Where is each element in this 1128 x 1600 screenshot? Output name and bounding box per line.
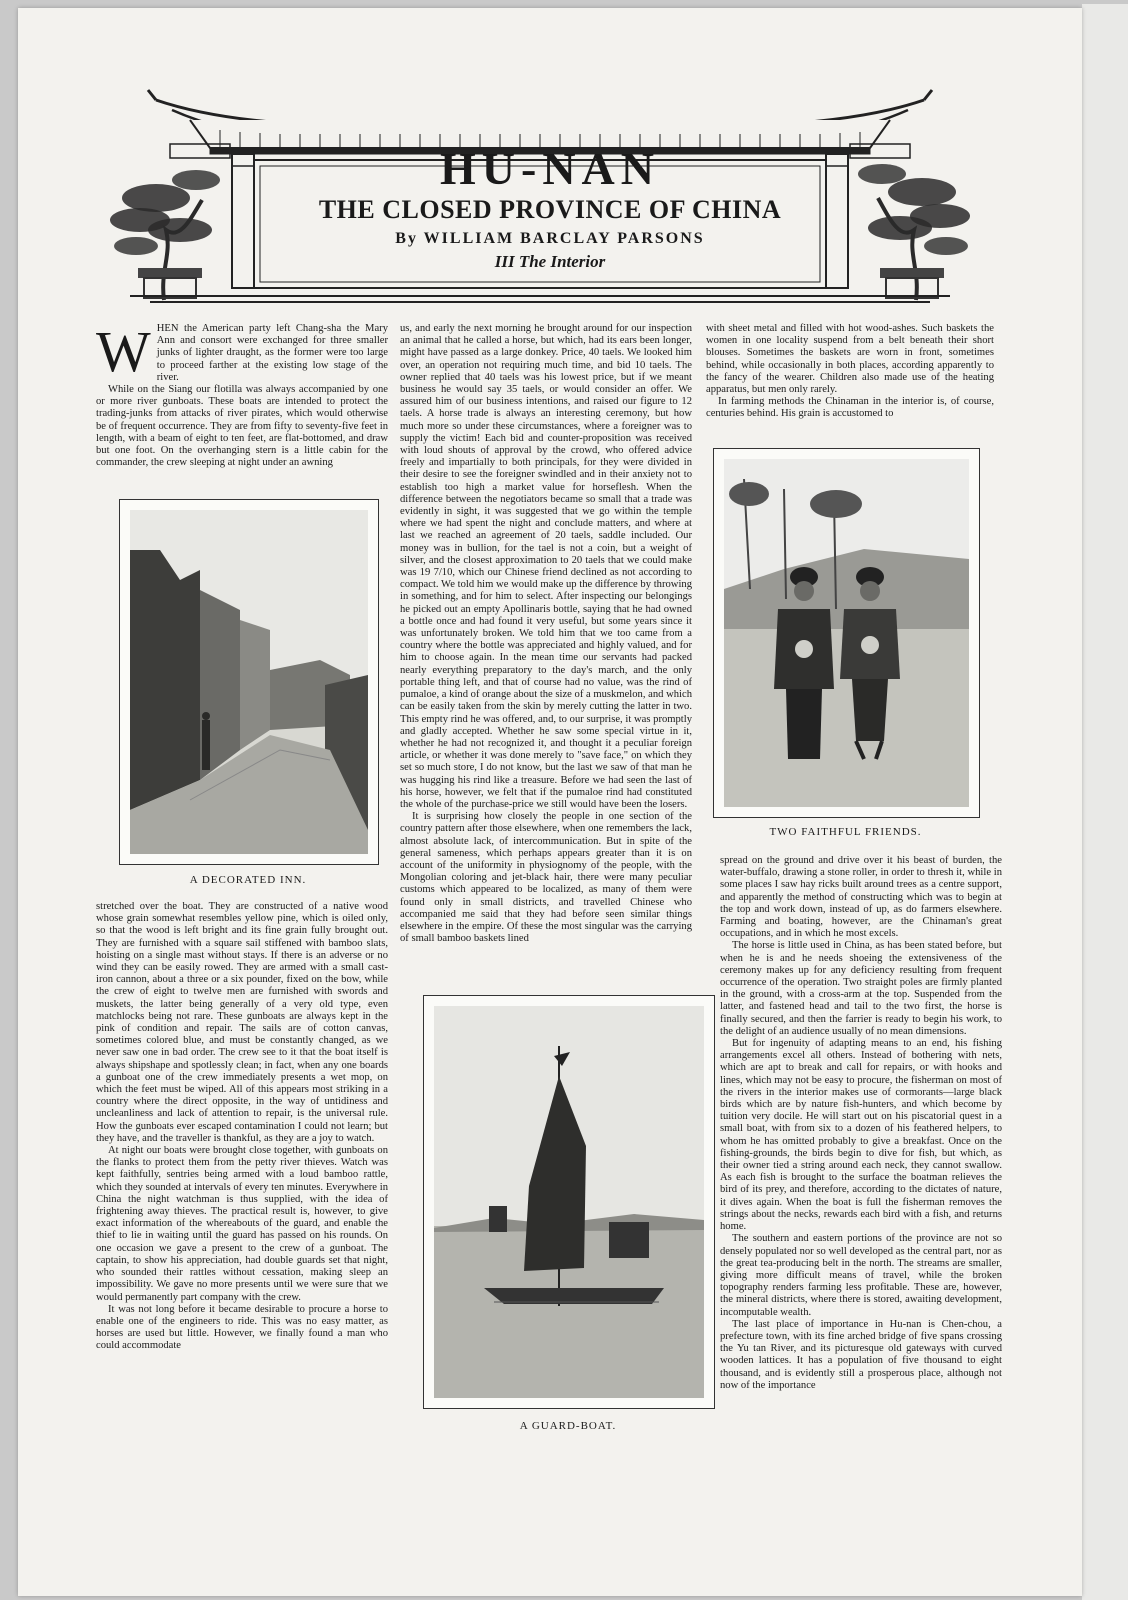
paragraph: spread on the ground and drive over it his beast of burden, the water-buffalo, drawing a stone roller, in order to thresh it, while in some places I saw hay ricks built around trees as a centre support, and apparently the method of constructing which was to begin at the top and work down, instead of up, as do farmers elsewhere. Farming and boating, however, are the Chinaman's great occupations, and in which he most excels. [720, 855, 1002, 940]
paragraph: It is surprising how closely the people in one section of the country pattern after those elsewhere, when one remembers the lack, almost absolute lack, of intercommunication. But in spite of the general sameness, which perhaps appears greater than it is on account of the uniformity in physiognomy of the people, with the Mongolian coloring and jet-black hair, there were many peculiar customs which appeared to be localized, as many of them were found only in small districts, and travelled Chinese who accompanied me said that they had before seen similar things elsewhere in the empire. Of these the most singular was the carrying of small bamboo baskets lined [400, 811, 692, 945]
photo-two-faithful-friends [713, 448, 980, 818]
column-1-top [96, 323, 388, 493]
dropcap: W [96, 323, 151, 384]
paragraph: The southern and eastern portions of the province are not so densely populated nor so well developed as the central part, nor as the great tea-producing belt in the north. The streams are smaller, giving more difficult means of travel, while the broken topography renders farming less profitable. These are, however, the mineral districts, where there is stored, awaiting development, incomputable wealth. [720, 1233, 1002, 1318]
decorated-inn-image [130, 510, 368, 854]
paragraph: with sheet metal and filled with hot wood-ashes. Such baskets the women in one locality suspend from a belt beneath their short blouses. Sometimes the baskets are worn in front, sometimes behind, while occasionally in both places, according apparently to the fancy of the wearer. Children also made use of the heating apparatus, but men only rarely. [706, 323, 994, 396]
photo-decorated-inn [119, 499, 379, 865]
paragraph: While on the Siang our flotilla was always accompanied by one or more river gunboats. These boats are intended to protect the trading-junks from attacks of river pirates, which would otherwise be of frequent occurrence. They are from fifty to seventy-five feet in length, with a beam of eight to ten feet, are flat-bottomed, and draw but one foot. On the overhanging stern is a little cabin for the commander, the crew sleeping at night under an awning [96, 384, 388, 469]
two-friends-image [724, 459, 969, 807]
magazine-page [18, 8, 1082, 1596]
column-2-top [400, 323, 692, 963]
caption-decorated-inn: A DECORATED INN. [189, 874, 307, 886]
page-subtitle: THE CLOSED PROVINCE OF CHINA [318, 195, 782, 224]
paragraph: In farming methods the Chinaman in the interior is, of course, centuries behind. His grain is accustomed to [706, 396, 994, 420]
caption-guard-boat: A GUARD-BOAT. [519, 1420, 617, 1432]
guard-boat-image [434, 1006, 704, 1398]
paragraph: At night our boats were brought close together, with gunboats on the flanks to protect them from the petty river thieves. Watch was kept faithfully, sentries being armed with a loud bamboo rattle, which they sounded at intervals of every ten minutes. Everywhere in China the night watchman is thus supplied, with the idea of frightening away thieves. The practical result is, however, to give exact information of the whereabouts of the guard, and enable the thief to lie in waiting until the guard has passed on his rounds. On one occasion we gave a present to the crew of a gunboat. The captain, to show his appreciation, had double guards set that night, who sounded their rattles without cessation, making sleep an impossibility. We gave no more presents until we were sure that we would permanently part company with the crew. [96, 1145, 388, 1303]
paragraph: It was not long before it became desirable to procure a horse to enable one of the engineers to ride. This was no easy matter, as horses are used but little. However, we finally found a man who could accommodate [96, 1303, 388, 1352]
page-title: HU-NAN [440, 143, 660, 194]
adjacent-page-edge [1082, 4, 1128, 1600]
paragraph: The horse is little used in China, as has been stated before, but when he is and he needs shoeing the extensiveness of the ceremony makes up for any deficiency resulting from frequent occurrence of the operation. Two straight poles are firmly planted in the ground, with a cross-arm at the top. Suspended from the latter, and fastened head and tail to the two first, the horse is finally secured, and then the farrier is ready to begin his work, to the delight of an audience usually of no mean dimensions. [720, 940, 1002, 1037]
paragraph: The last place of importance in Hu-nan is Chen-chou, a prefecture town, with its fine arched bridge of five spans crossing the Yu tan River, and its picturesque old gateways with curved wooden lattices. It has a population of five thousand to eight thousand, and is evidently still a prosperous place, although not now of the importance [720, 1318, 1002, 1391]
column-3-top [706, 323, 994, 431]
caption-two-faithful-friends: TWO FAITHFUL FRIENDS. [769, 826, 922, 838]
paragraph: HEN the American party left Chang-sha the Mary Ann and consort were exchanged for three smaller junks of lighter draught, as the former were too large to proceed farther at the existing low stage of the river. [156, 323, 388, 383]
column-3-bottom [720, 855, 1002, 1585]
paragraph: us, and early the next morning he brought around for our inspection an animal that he called a horse, but which, had its ears been longer, might have passed as a large donkey. Price, 40 taels. We looked him over, an operation not requiring much time, and bid 10 taels. The owner replied that 40 taels was his lowest price, but if we meant business he would say 35 taels, or would consider an offer. We assured him of our business intentions, and raised our figure to 12 taels. A horse trade is always an interesting ceremony, but how much more so under these circumstances, where a foreigner was to supply the victim! Each bid and counter-proposition was received with loud shouts of approval by the crowd, who offered advice freely and impartially to both principals, for they were divided in their desire to see the foreigner swindled and in their anxiety not to establish too high a market value for horseflesh. When the difference between the negotiators became so small that a trade was evidently in sight, it was suggested that we go within the temple where we had spent the night and conclude matters, and where at last we reached an agreement of 20 taels, saddle included. Our money was in bullion, for the tael is not a coin, but a weight of silver, and the closest approximation to 20 taels that we could make was 19 7/10, which our Chinese friend declined as not according to compact. We told him we would make up the difference by throwing in something, and for him to select. After inspecting our belongings he picked out an empty Apollinaris bottle, saying that he had owned a bottle once and had found it very useful, but some years since it was unfortunately broken. We told him that we too came from a country where the bottle was appreciated and highly valued, and for him to choose again. In the mean time our servants had packed nearly everything preparatory to the day's march, and the only portable thing left, and that of course had no value, was the rind of pumaloe, a kind of orange about the size of a muskmelon, and which can be easily taken from the skin by merely cutting the latter in two. This empty rind he was offered, and, to our surprise, it was promptly and gladly accepted. Whether he saw some special virtue in it, whether he had not recognized it, and thought it a peculiar foreign article, or whether it was done merely to "save face," on which they set so much store, I do not know, but the last we saw of that man he was hugging his rind like a treasure. Before we had seen the last of his horse, however, we felt that if the pumaloe rind had constituted the whole of the purchase-price we still would have been the losers. [400, 323, 692, 810]
paragraph: But for ingenuity of adapting means to an end, his fishing arrangements excel all others. Instead of bothering with nets, which are apt to break and call for repairs, or with hooks and lines, which may not be easy to procure, the fisherman on most of the rivers in the interior makes use of cormorants—large black birds which are by nature fish-hunters, and which become by tuition very docile. He will start out on his piscatorial quest in a small boat, with from six to a dozen of his feathered helpers, to whom he has omitted probably to give a breakfast. Once on the fishing-grounds, the birds begin to dive for fish, but which, as their owner tied a string around each neck, they cannot swallow. As each fish is brought to the surface the boatman relieves the bird of its prey, and therefore, according to the dictates of nature, it dives again. When the boat is full the fisherman removes the strings about the necks, rewards each bird with a fish, and returns home. [720, 1038, 1002, 1233]
column-1-bottom [96, 901, 388, 1581]
byline: By WILLIAM BARCLAY PARSONS [395, 230, 705, 247]
section-label: III The Interior [494, 252, 606, 271]
paragraph: stretched over the boat. They are constructed of a native wood whose grain somewhat resembles yellow pine, which is oiled only, so that the wood is left bright and its fine grain fully brought out. They are furnished with a square sail stiffened with bamboo slats, hoisting on a single mast without stays. If there is an adverse or no wind they can be easily rowed. They are armed with a small cast-iron cannon, about a three or a six pounder, fixed on the bow, while the crew of eight to twelve men are furnished with swords and muskets, the latter being generally of a very old type, even matchlocks being not rare. These gunboats are always kept in the pink of condition and repair. The sails are of cotton canvas, sometimes colored blue, and must be constantly changed, as we never saw one in bad order. The crew see to it that the boat itself is always shipshape and spotlessly clean; in fact, when any one boards a gunboat one of the crew immediately presents a wet mop, on which the feet must be wiped. All of this appears most striking in a country where the direct opposite, in the way of untidiness and uncleanliness and lack of attention to repair, is the universal rule. How the gunboats ever escaped contamination I could not learn; but they have, and the traveller is thankful, as they are a joy to watch. [96, 901, 388, 1144]
photo-guard-boat [423, 995, 715, 1409]
